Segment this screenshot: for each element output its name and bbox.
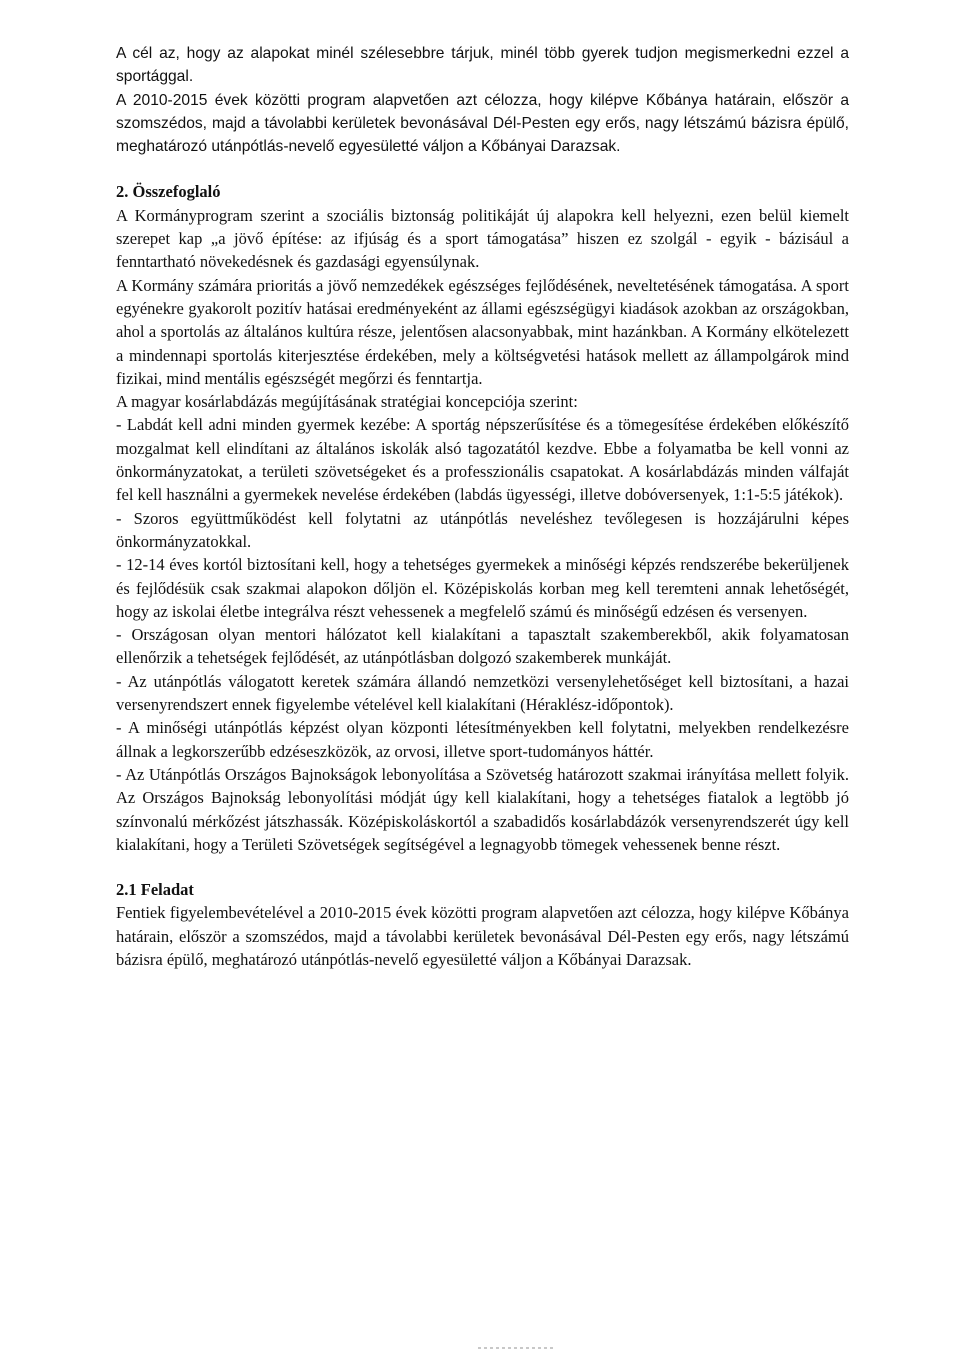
intro-paragraph-2: A 2010-2015 évek közötti program alapvetően azt célozza, hogy kilépve Kőbánya határain, először a szomszédos, majd a távolabbi kerületek bevonásával Dél-Pesten egy erős, nagy létszámú bázisra épülő, meghatározó utánpótlás-nevelő egyesületté váljon a Kőbányai Darazsak. xyxy=(116,91,849,156)
list-item-labdat-adni: - Labdát kell adni minden gyermek kezébe: A sportág népszerűsítése és a tömegesítése érdekében előkészítő mozgalmat kell elindítani az általános iskolák alsó tagozatától kezdve. Ebbe a folyamatba be kell vonni az önkormányzatokat, a területi szövetségeket és a professzionális csapatokat. A kosárlabdázás minden válfaját fel kell használni a gyermekek nevelése érdekében (labdás ügyességi, illetve dobóversenyek, 1:1-5:5 játékok). xyxy=(116,415,849,505)
scan-artifact xyxy=(478,1347,556,1349)
list-item-orszagos-bajnoksagok: - Az Utánpótlás Országos Bajnokságok lebonyolítása a Szövetség határozott szakmai irányítása mellett folyik. Az Országos Bajnokság lebonyolítási módját úgy kell kialakítani, hogy a tehetséges fiatalok a legtöbb jó színvonalú mérkőzést játszhassák. Középiskoláskortól a szabadidős kosárlabdázók versenyrendszerét úgy kell kialakítani, hogy a Területi Szövetségek segítségével a legnagyobb tömegek vehessenek benne részt. xyxy=(116,764,849,854)
list-item-12-14-eves: - 12-14 éves kortól biztosítani kell, hogy a tehetséges gyermekek a minőségi képzés rendszerébe bekerüljenek és fejlődésük csak szakmai alapokon dőljön el. Középiskolás korban meg kell teremteni annak lehetőségét, hogy az iskolai életbe integrálva részt vehessenek a megfelelő számú és minőségű edzésen és versenyen. xyxy=(116,555,849,621)
list-item-egyuttmukodes: - Szoros együttműködést kell folytatni az utánpótlás neveléshez tevőlegesen is hozzájárulni képes önkormányzatokkal. xyxy=(116,508,849,551)
section-2-paragraph-2: A Kormány számára prioritás a jövő nemzedékek egészséges fejlődésének, neveltetésének támogatása. A sport egyénekre gyakorolt pozitív hatásai eredményeként az állami egészségügyi kiadások azokban az országokban, ahol a sportolás az általános kultúra része, jelentősen alacsonyabbak, mint hazánkban. A Kormány elkötelezett a mindennapi sportolás kiterjesztése érdekében, mely a költségvetési hatások mellett az állampolgárok mind fizikai, mind mentális egészségét megőrzi és fenntartja. xyxy=(116,275,849,388)
section-2-paragraph-3: A magyar kosárlabdázás megújításának stratégiai koncepciója szerint: xyxy=(116,392,578,412)
list-item-minosegi-kepzes: - A minőségi utánpótlás képzést olyan központi létesítményekben kell folytatni, melyekben rendelkezésre állnak a legkorszerűbb edzéseszközök, az orvosi, illetve sport-tudományos háttér. xyxy=(116,718,849,761)
section-2-1-paragraph-1: Fentiek figyelembevételével a 2010-2015 évek közötti program alapvetően azt célozza, hogy kilépve Kőbánya határain, először a szomszédos, majd a távolabbi kerületek bevonásával Dél-Pesten egy erős, nagy létszámú bázisra épülő, meghatározó utánpótlás-nevelő egyesületté váljon a Kőbányai Darazsak. xyxy=(116,903,849,969)
list-item-mentori-halozat: - Országosan olyan mentori hálózatot kell kialakítani a tapasztalt szakemberekből, akik folyamatosan ellenőrzik a tehetségek fejlődését, az utánpótlásban dolgozó szakemberek munkáját. xyxy=(116,625,849,668)
section-heading-feladat: 2.1 Feladat xyxy=(116,880,194,900)
section-2-paragraph-1: A Kormányprogram szerint a szociális biztonság politikáját új alapokra kell helyezni, ezen belül kiemelt szerepet kap „a jövő építése: az ifjúság és a sport támogatása” hiszen ez szolgál - egyik - bázisául a fenntartható növekedésnek és gazdasági egyensúlynak. xyxy=(116,205,849,272)
document-body xyxy=(116,42,849,971)
intro-paragraph-1: A cél az, hogy az alapokat minél szélesebbre tárjuk, minél több gyerek tudjon megismerkedni ezzel a sportággal. xyxy=(116,45,849,86)
section-heading-osszefoglalo: 2. Összefoglaló xyxy=(116,182,221,202)
list-item-valogatott-keretek: - Az utánpótlás válogatott keretek számára állandó nemzetközi versenylehetőséget kell biztosítani, a hazai versenyrendszert ennek figyelembe vételével kell kialakítani (Héraklész-időpontok). xyxy=(116,671,849,715)
